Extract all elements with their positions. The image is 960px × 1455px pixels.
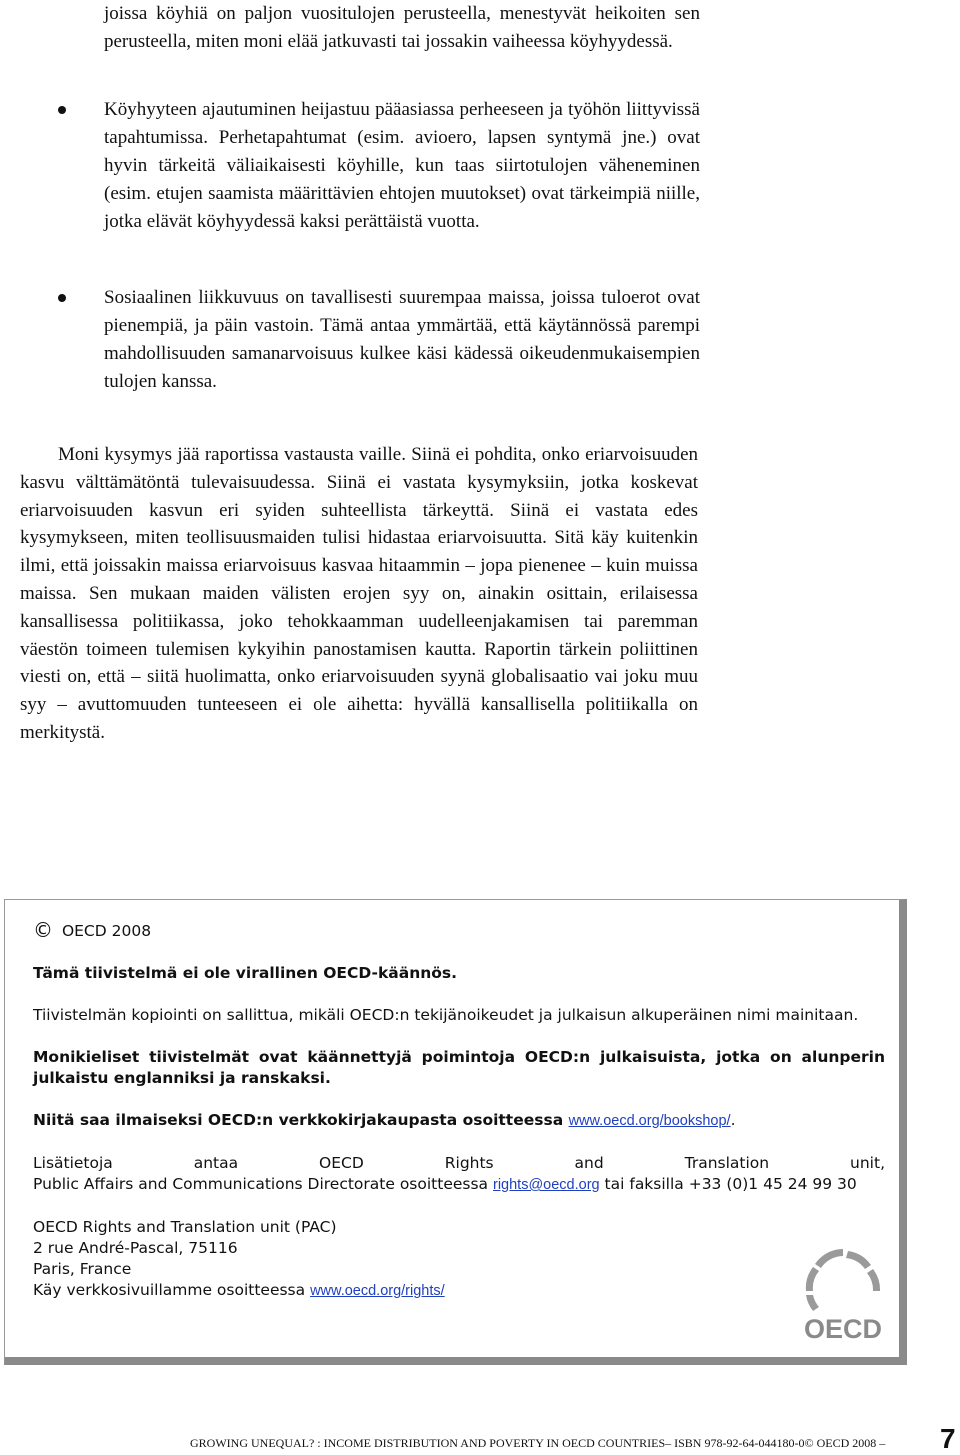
bookshop-link[interactable]: www.oecd.org/bookshop/ xyxy=(568,1113,731,1129)
copyright-info-box xyxy=(4,899,907,1365)
info-directorate-text: Public Affairs and Communications Directorate osoitteessa xyxy=(33,1175,489,1193)
multilingual-notice: Monikieliset tiivistelmät ovat käännettyjä poimintoja OECD:n julkaisuista, jotka on alunperin julkaistu englanniksi ja ranskaksi. xyxy=(33,1048,885,1087)
visit-line xyxy=(33,1280,885,1302)
info-line-1: Lisätietoja antaa OECD Rights and Translation unit, xyxy=(33,1154,885,1172)
bookshop-line xyxy=(33,1110,885,1132)
copyright-icon: © xyxy=(33,918,53,942)
oecd-logo-text: OECD xyxy=(803,1314,883,1344)
oecd-logo xyxy=(793,1245,893,1345)
page-number: 7 xyxy=(940,1423,956,1454)
bookshop-period: . xyxy=(730,1111,736,1129)
not-official-notice: Tämä tiivistelmä ei ole virallinen OECD-käännös. xyxy=(33,964,458,982)
address-line-1: OECD Rights and Translation unit (PAC) xyxy=(33,1218,337,1236)
bookshop-text: Niitä saa ilmaiseksi OECD:n verkkokirjakaupasta osoitteessa xyxy=(33,1111,564,1129)
bullet-marker xyxy=(58,294,66,302)
body-paragraph: Moni kysymys jää raportissa vastausta vaille. Siinä ei pohdita, onko eriarvoisuuden kasvu välttämätöntä tulevaisuudessa. Siinä ei vastata kysymyksiin, jotka koskevat eriarvoisuuden kasvun eri syiden suhteellista tärkeyttä. Siinä ei vastata edes kysymykseen, miten teollisuusmaiden tulisi hidastaa eriarvoisuutta. Sitä käy kuitenkin ilmi, että joissakin maissa eriarvoisuus kasvaa hitaammin – jopa pienenee – kuin muissa maissa. Sen mukaan maiden välisten erojen syy on, ainakin osittain, erilaisessa kansallisessa politiikassa, joko tehokkaamman uudelleenjakamisen tai paremman väestön toimeen tulemisen kykyihin panostamisen kautta. Raportin tärkein poliittinen viesti on, että – siitä huolimatta, onko eriarvoisuuden syynä globalisaatio vai joku muu syy – avuttomuuden tunteeseen ei ole aihetta: hyvällä kansallisella politiikalla on merkitystä. xyxy=(20,444,698,743)
info-line-2 xyxy=(33,1174,885,1196)
page-footer: GROWING UNEQUAL? : INCOME DISTRIBUTION AND POVERTY IN OECD COUNTRIES– ISBN 978-92-64-044180-0© OECD 2008 – xyxy=(190,1436,886,1450)
bullet-item-family-events: Köyhyyteen ajautuminen heijastuu pääasiassa perheeseen ja työhön liittyvissä tapahtumissa. Perhetapahtumat (esim. avioero, lapsen syntymä jne.) ovat hyvin tärkeitä väliaikaisesti köyhille, kun taas siirtotulojen väheneminen (esim. etujen saamista määrittävien ehtojen muutokset) ovat tärkeimpiä niille, jotka elävät köyhyydessä kaksi perättäistä vuotta. xyxy=(104,99,700,232)
visit-text: Käy verkkosivuillamme osoitteessa xyxy=(33,1281,306,1299)
address-line-2: 2 rue André-Pascal, 75116 xyxy=(33,1239,238,1257)
address-line-3: Paris, France xyxy=(33,1260,132,1278)
rights-website-link[interactable]: www.oecd.org/rights/ xyxy=(310,1283,445,1299)
bullet-item-social-mobility: Sosiaalinen liikkuvuus on tavallisesti suurempaa maissa, joissa tuloerot ovat pienempiä, ja päin vastoin. Tämä antaa ymmärtää, että käytännössä parempi mahdollisuuden samanarvoisuus kulkee käsi kädessä oikeudenmukaisempien tulojen kanssa. xyxy=(104,287,700,392)
bullet-marker xyxy=(58,106,66,114)
bullet-continuation-text: joissa köyhiä on paljon vuositulojen perusteella, menestyvät heikoiten sen perusteella, miten moni elää jatkuvasti tai jossakin vaiheessa köyhyydessä. xyxy=(104,3,700,52)
rights-email-link[interactable]: rights@oecd.org xyxy=(493,1177,600,1193)
copy-permission-text: Tiivistelmän kopiointi on sallittua, mikäli OECD:n tekijänoikeudet ja julkaisun alkuperäinen nimi mainitaan. xyxy=(33,1006,859,1024)
copyright-line xyxy=(33,920,885,942)
fax-text: tai faksilla +33 (0)1 45 24 99 30 xyxy=(604,1175,857,1193)
copyright-text: OECD 2008 xyxy=(61,922,152,940)
